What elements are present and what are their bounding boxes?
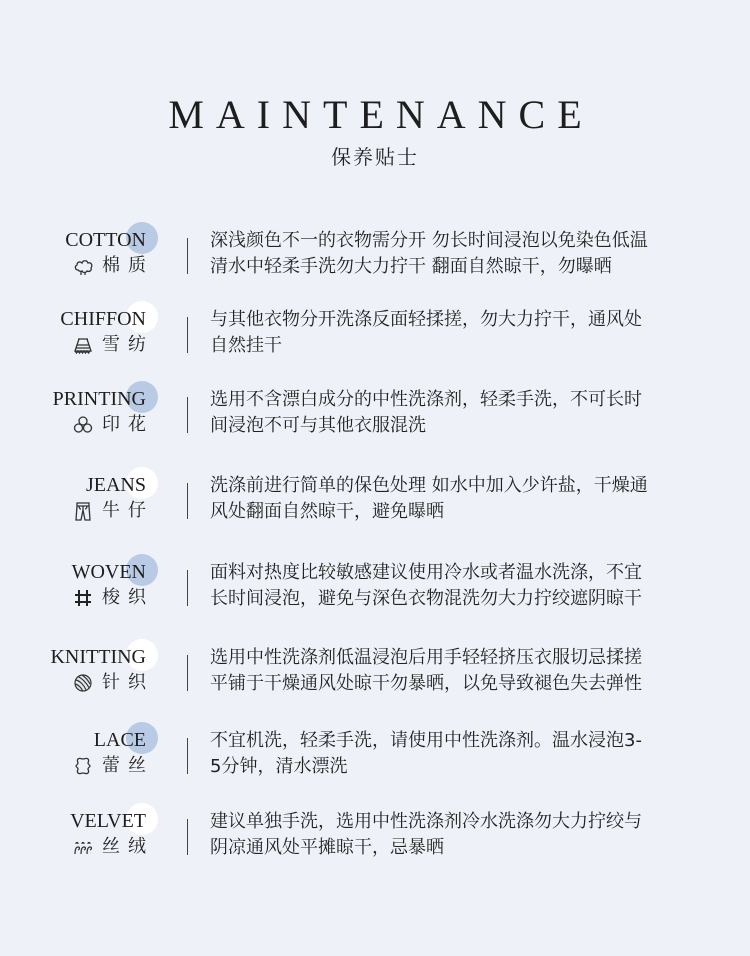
woven-icon (72, 587, 94, 609)
fabric-name-en: VELVET (70, 810, 146, 832)
fabric-name-cn: 棉质 (102, 255, 154, 276)
fabric-name-en: COTTON (65, 229, 146, 251)
fabric-name-cn: 丝绒 (102, 836, 154, 857)
fabric-name-en: CHIFFON (60, 308, 146, 330)
fabric-name-en: KNITTING (50, 646, 146, 668)
care-item-cotton (0, 228, 750, 288)
fabric-name-cn: 牛仔 (102, 500, 154, 521)
care-instructions: 洗涤前进行简单的保色处理 如水中加入少许盐，干燥通 风处翻面自然晾干，避免曝晒 (210, 475, 648, 522)
care-item-woven (0, 560, 750, 620)
velvet-icon (72, 836, 94, 858)
fabric-name-en: LACE (93, 729, 146, 751)
fabric-name-cn: 梭织 (102, 587, 154, 608)
printing-icon (72, 414, 94, 436)
fabric-label (6, 228, 154, 278)
fabric-label (6, 809, 154, 859)
care-instructions: 选用中性洗涤剂低温浸泡后用手轻轻挤压衣服切忌揉搓 平铺于干燥通风处晾干勿暴晒，以免导致褪色失去弹性 (210, 647, 642, 694)
fabric-label (6, 307, 154, 357)
care-instructions: 面料对热度比较敏感建议使用冷水或者温水洗涤，不宜 长时间浸泡，避免与深色衣物混洗勿大力拧绞遮阴晾干 (210, 562, 642, 609)
care-item-velvet (0, 809, 750, 869)
fabric-label (6, 645, 154, 695)
care-item-printing (0, 387, 750, 447)
divider (187, 397, 188, 433)
page-title: MAINTENANCE (168, 92, 594, 137)
fabric-name-en: JEANS (85, 474, 146, 496)
fabric-name-cn: 雪纺 (102, 334, 154, 355)
fabric-name-en: PRINTING (52, 388, 146, 410)
jeans-icon (72, 500, 94, 522)
divider (187, 655, 188, 691)
care-item-knitting (0, 645, 750, 705)
care-item-chiffon (0, 307, 750, 367)
care-instructions: 与其他衣物分开洗涤反面轻揉搓，勿大力拧干，通风处 自然挂干 (210, 309, 642, 356)
fabric-label (6, 387, 154, 437)
fabric-label (6, 473, 154, 523)
care-item-lace (0, 728, 750, 788)
divider (187, 238, 188, 274)
care-instructions: 不宜机洗，轻柔手洗，请使用中性洗涤剂。温水浸泡3- 5分钟，清水漂洗 (210, 730, 642, 777)
cotton-icon (72, 255, 94, 277)
fabric-name-cn: 印花 (102, 414, 154, 435)
fabric-name-en: WOVEN (71, 561, 146, 583)
care-instructions: 选用不含漂白成分的中性洗涤剂，轻柔手洗，不可长时 间浸泡不可与其他衣服混洗 (210, 389, 642, 436)
page-subtitle: 保养贴士 (331, 145, 419, 169)
divider (187, 570, 188, 606)
divider (187, 819, 188, 855)
chiffon-icon (72, 334, 94, 356)
care-instructions: 深浅颜色不一的衣物需分开 勿长时间浸泡以免染色低温 清水中轻柔手洗勿大力拧干 翻面自然晾干，勿曝晒 (210, 230, 648, 277)
divider (187, 738, 188, 774)
fabric-label (6, 728, 154, 778)
fabric-name-cn: 针织 (102, 672, 154, 693)
fabric-name-cn: 蕾丝 (102, 755, 154, 776)
fabric-label (6, 560, 154, 610)
care-instructions: 建议单独手洗，选用中性洗涤剂冷水洗涤勿大力拧绞与 阴凉通风处平摊晾干，忌暴晒 (210, 811, 642, 858)
divider (187, 317, 188, 353)
divider (187, 483, 188, 519)
care-item-jeans (0, 473, 750, 533)
yarn-ball-icon (72, 672, 94, 694)
lace-icon (72, 755, 94, 777)
